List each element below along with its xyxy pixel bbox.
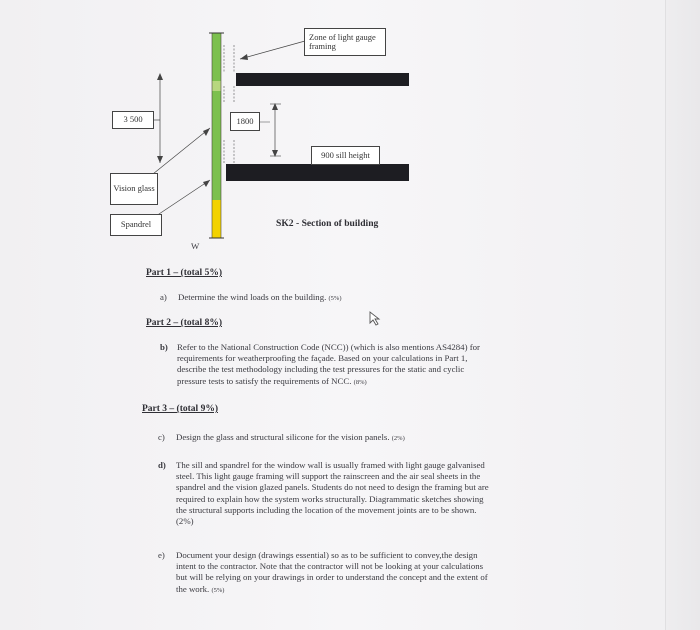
vision-glass-upper: [212, 33, 221, 81]
figure-caption: SK2 - Section of building: [276, 218, 379, 229]
spandrel-zone-upper: [212, 81, 221, 91]
item-a-text: Determine the wind loads on the building. (5%): [178, 292, 342, 302]
dimension-3500-label: 3 500: [112, 111, 154, 129]
spandrel-label: Spandrel: [110, 214, 162, 236]
item-d-text: The sill and spandrel for the window wall is usually framed with light gauge galvanised steel. This light gauge framing will support the rainscreen and the air seal sheets in the spandrel and the vision glazed panels. Students do not need to design the framing but are required to explain how the system works structurally. Diagrammatic sketches showing the structural supports including the location of the movement joints are to be shown. (2%): [176, 460, 489, 527]
wind-direction-label: W: [191, 241, 200, 251]
vision-glass-label: Vision glass: [110, 173, 158, 205]
item-d-marker: d): [158, 460, 166, 470]
spandrel-panel: [212, 200, 221, 238]
item-a-marker: a): [160, 292, 167, 302]
item-e-marker: e): [158, 550, 165, 560]
vision-glass-middle: [212, 91, 221, 200]
item-e-text: Document your design (drawings essential) so as to be sufficient to convey,the design intent to the contractor. Note that the contractor will not be looking at your calculations but will be relying on your drawings in order to understand the concept and the extent of the work. (5%): [176, 550, 488, 594]
lower-floor-slab: [226, 164, 409, 181]
part-2-heading: Part 2 – (total 8%): [146, 318, 222, 328]
item-b-marker: b): [160, 342, 168, 352]
item-c-marker: c): [158, 432, 165, 442]
mouse-pointer-icon: [369, 311, 383, 327]
facade-panels: [209, 33, 224, 238]
part-1-heading: Part 1 – (total 5%): [146, 268, 222, 278]
item-c-text: Design the glass and structural silicone for the vision panels. (2%): [176, 432, 405, 442]
light-gauge-framing-zone: [224, 45, 234, 164]
dimension-1800-label: 1800: [230, 112, 260, 131]
item-b-text: Refer to the National Construction Code (NCC)) (which is also mentions AS4284) for requirements for weatherproofing the façade. Based on your calculations in Part 1, describe the test methodology including the test pressures for the static and cyclic pressure tests to satisfy the requirements of NCC. (8%): [177, 342, 480, 386]
part-3-heading: Part 3 – (total 9%): [142, 404, 218, 414]
upper-floor-slab: [236, 73, 409, 86]
framing-zone-label: Zone of light gauge framing: [304, 28, 386, 56]
sill-height-label: 900 sill height: [311, 146, 380, 165]
